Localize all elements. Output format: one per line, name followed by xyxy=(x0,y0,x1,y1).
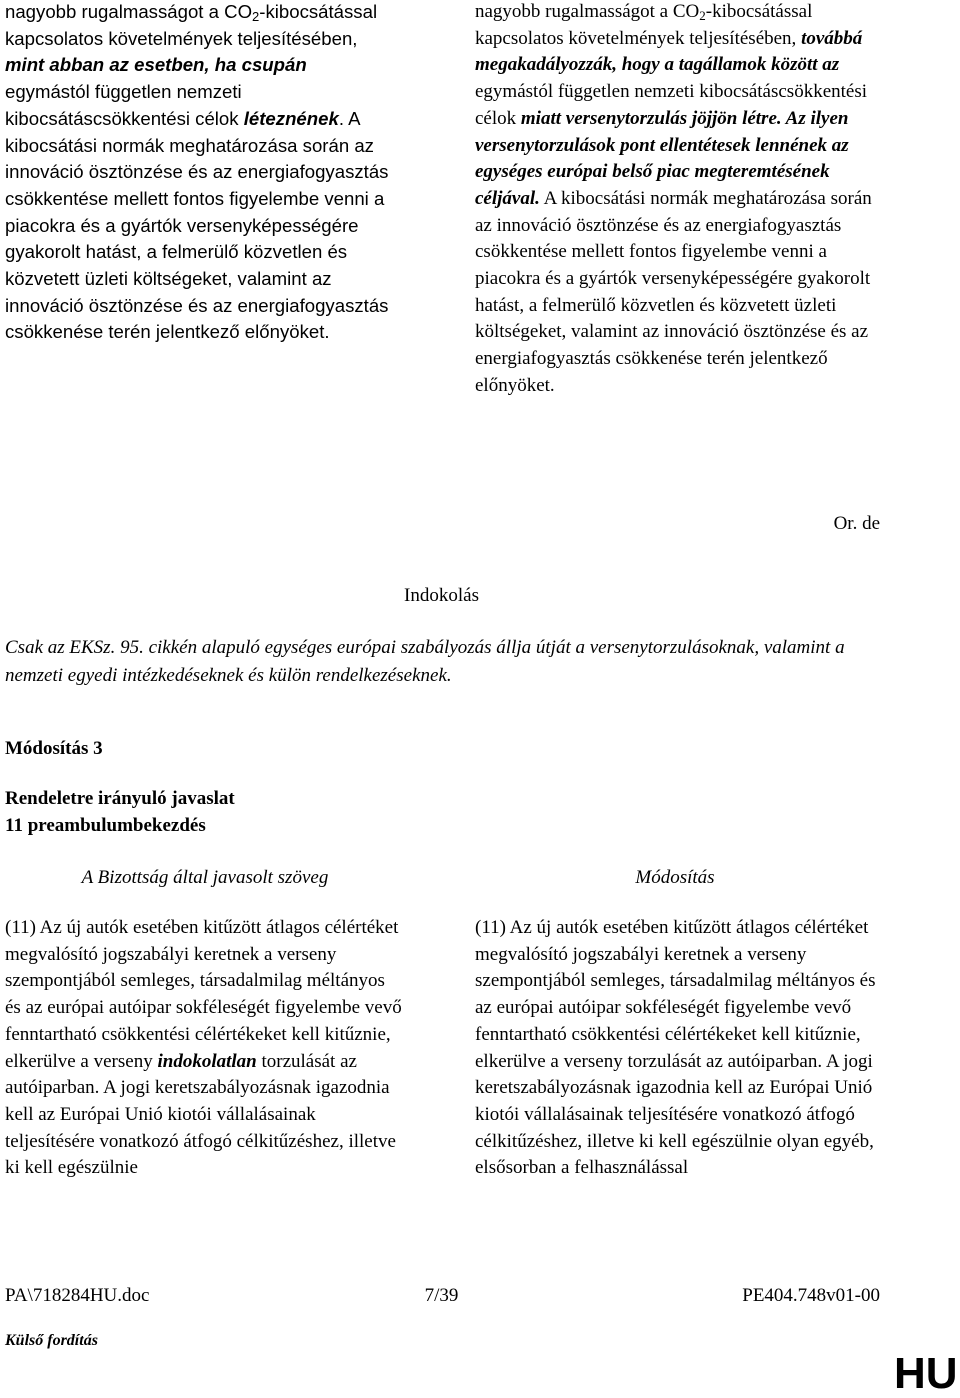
text-segment: nagyobb rugalmasságot a CO xyxy=(475,1,700,22)
emphasis-text: indokolatlan xyxy=(157,1050,257,1072)
text-segment: (11) Az új autók esetében kitűzött átlagos célértéket megvalósító jogszabályi keretnek a verseny szempontjából semleges, társadalmilag méltányos és az európai autóipar sokféleségét figyelembe vevő fenntartható csökkentési célértékeket kell kitűznie, elkerülve a verseny torzulását az autóiparban. A jogi keretszabályozásnak igazodnia kell az Európai Unió kiotói vállalásainak teljesítésére vonatkozó átfogó célkitűzéshez, illetve ki kell egészülnie olyan egyéb, elsősorban a felhasználással xyxy=(475,917,876,1179)
emphasis-text: továbbá megakadályozzák, hogy a tagállamok között az xyxy=(475,27,863,76)
justification-heading: Indokolás xyxy=(404,585,479,606)
emphasis-text: mint abban az esetben, ha csupán xyxy=(5,54,307,76)
text-segment: egymástól független nemzeti kibocsátáscsökkentési célok xyxy=(475,81,868,129)
subscript: 2 xyxy=(699,8,706,23)
footer-pe-reference: PE404.748v01-00 xyxy=(742,1285,880,1306)
text-segment: (11) Az új autók esetében kitűzött átlagos célértéket megvalósító jogszabályi keretnek a verseny szempontjából semleges, társadalmilag méltányos és az európai autóipar sokféleségét figyelembe vevő fenntartható csökkentési célértékeket kell kitűznie, elkerülve a verseny xyxy=(5,917,402,1072)
text-segment: egymástól független nemzeti kibocsátáscsökkentési célok xyxy=(5,81,244,129)
footer-translation-note: Külső fordítás xyxy=(5,1332,98,1349)
text-segment: -kibocsátással kapcsolatos követelmények teljesítésében, xyxy=(475,1,813,49)
column-heading-amendment: Módosítás xyxy=(635,867,715,888)
emphasis-text: léteznének xyxy=(243,107,339,129)
footer-doc-reference: PA\718284HU.doc xyxy=(5,1285,150,1306)
text-segment: -kibocsátással kapcsolatos követelmények teljesítésében, xyxy=(5,1,378,49)
justification-text: Csak az EKSz. 95. cikkén alapuló egységes európai szabályozás állja útját a versenytorzulásoknak, valamint a nemzeti egyedi intézkedéseknek és külön rendelkezéseknek. xyxy=(5,637,845,686)
text-segment: torzulását az autóiparban. A jogi keretszabályozásnak igazodnia kell az Európai Unió kiotói vállalásainak teljesítésére vonatkozó átfogó célkitűzéshez, illetve ki kell egészülnie xyxy=(5,1050,396,1179)
left-column-bottom-text xyxy=(5,915,405,1182)
text-segment: nagyobb rugalmasságot a CO xyxy=(5,1,253,22)
amendment-title: Módosítás 3 xyxy=(5,738,103,759)
footer-page-number: 7/39 xyxy=(424,1285,459,1306)
emphasis-text: miatt versenytorzulás jöjjön létre. Az ilyen versenytorzulások pont ellentétesek lennének az egységes európai belső piac megteremtésének céljával. xyxy=(475,107,849,209)
right-column-bottom-text xyxy=(475,915,885,1182)
recital-label: 11 preambulumbekezdés xyxy=(5,815,206,836)
text-segment: A kibocsátási normák meghatározása során az innováció ösztönzése és az energiafogyasztás csökkentése mellett fontos figyelembe venni a piacokra és a gyártók versenyképességére gyakorolt hatást, a felmerülő közvetlen és közvetett üzleti költségeket, valamint az innováció ösztönzése és az energiafogyasztás csökkenése terén jelentkező előnyöket. xyxy=(475,187,872,396)
subscript: 2 xyxy=(252,9,260,24)
right-column-top-text xyxy=(475,0,885,400)
original-language-note: Or. de xyxy=(833,513,880,534)
left-column-top-text xyxy=(5,0,390,346)
column-heading-commission-text: A Bizottság által javasolt szöveg xyxy=(81,867,329,888)
text-segment: . A kibocsátási normák meghatározása során az innováció ösztönzése és az energiafogyasztás csökkentése mellett fontos figyelembe venni a piacokra és a gyártók versenyképességére gyakorolt hatást, a felmerülő közvetlen és közvetett üzleti költségeket, valamint az innováció ösztönzése és az energiafogyasztás csökkenése terén jelentkező előnyöket. xyxy=(5,107,389,343)
proposal-label: Rendeletre irányuló javaslat xyxy=(5,788,235,809)
language-code-badge: HU xyxy=(894,1349,958,1398)
